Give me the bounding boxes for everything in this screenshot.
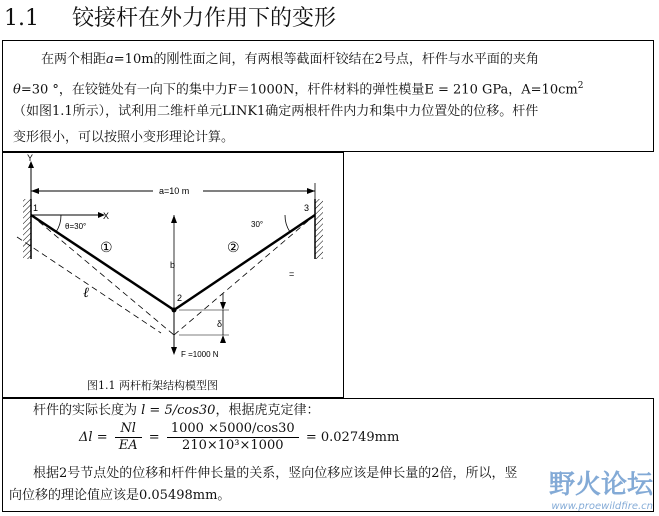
result-value: = 0.02749mm xyxy=(305,430,400,445)
node-1-label: 1 xyxy=(33,203,39,213)
left-angle-label: θ=30° xyxy=(65,222,87,231)
symbol-a: a xyxy=(106,52,114,67)
member-2-label: ② xyxy=(227,239,240,255)
truss-figure xyxy=(2,152,344,398)
section-heading xyxy=(4,0,654,41)
member-1 xyxy=(31,215,174,310)
x-axis-label: X xyxy=(103,211,110,221)
fraction-numerator: Nl xyxy=(115,421,142,438)
watermark-logo-text: 野火论坛 xyxy=(548,470,653,500)
delta-l-symbol: Δl xyxy=(79,430,93,445)
hinge-node xyxy=(172,308,177,313)
b-label: b xyxy=(170,260,176,270)
length-dimension xyxy=(17,237,161,333)
intro-text: 在两个相距 xyxy=(41,52,107,67)
span-label: a=10 m xyxy=(159,186,190,196)
watermark-url: www.proewildfire.cn xyxy=(551,501,653,512)
deformed-member-1 xyxy=(31,215,174,335)
equals-sign: = xyxy=(96,430,108,445)
delta-label: δ xyxy=(217,319,223,329)
node-2-label: 2 xyxy=(177,293,183,303)
fraction-nl-ea xyxy=(115,421,142,454)
section-number: 1.1 xyxy=(4,6,39,31)
intro-line-3: （如图1.1所示），试利用二维杆单元LINK1确定两根杆件内力和集中力位置处的位移。杆件 xyxy=(13,104,539,119)
superscript: 2 xyxy=(577,81,584,91)
intro-text: =10m的刚性面之间，有两根等截面杆铰结在2号点，杆件与水平面的夹角 xyxy=(113,52,539,67)
equal-mark: = xyxy=(289,269,295,279)
left-wall xyxy=(23,199,31,259)
right-wall xyxy=(315,199,323,259)
node-3-label: 3 xyxy=(304,203,310,213)
equals-sign: = xyxy=(148,430,160,445)
length-expression: l = 5/cos30 xyxy=(141,403,216,418)
truss-diagram xyxy=(3,153,343,373)
fraction-denominator: 210×10³×1000 xyxy=(182,438,284,453)
calc-line-4: 向位移的理论值应该是0.05498mm。 xyxy=(9,488,231,503)
right-angle-label: 30° xyxy=(251,220,264,229)
calc-line-3: 根据2号节点处的位移和杆件伸长量的关系，竖向位移应该是伸长量的2倍，所以，竖 xyxy=(33,466,518,481)
member-1-label: ① xyxy=(100,239,113,255)
watermark xyxy=(549,464,653,512)
intro-text: =30 °，在铰链处有一向下的集中力F＝1000N，杆件材料的弹性模量E = 210 GPa，A=10cm xyxy=(20,82,578,98)
hooke-equation xyxy=(79,421,399,454)
length-label: ℓ xyxy=(83,285,89,301)
problem-statement xyxy=(2,40,654,152)
intro-line-1 xyxy=(41,47,539,73)
symbol-theta: θ xyxy=(13,82,21,98)
calc-line-1 xyxy=(33,401,319,421)
calc-text: ，根据虎克定律： xyxy=(215,403,320,418)
intro-line-4: 变形很小，可以按照小变形理论计算。 xyxy=(13,130,235,145)
fraction-denominator: EA xyxy=(118,438,138,453)
fraction-numerator: 1000 ×5000/cos30 xyxy=(167,421,299,438)
member-2 xyxy=(174,215,315,310)
y-axis-label: Y xyxy=(27,153,34,163)
left-angle-arc xyxy=(56,215,61,232)
figure-caption: 图1.1 两杆桁架结构模型图 xyxy=(87,379,218,392)
section-title: 铰接杆在外力作用下的变形 xyxy=(72,6,337,31)
force-label: F =1000 N xyxy=(181,350,219,359)
fraction-values xyxy=(167,421,299,454)
right-angle-arc xyxy=(285,215,290,232)
calc-text: 杆件的实际长度为 xyxy=(33,403,142,418)
